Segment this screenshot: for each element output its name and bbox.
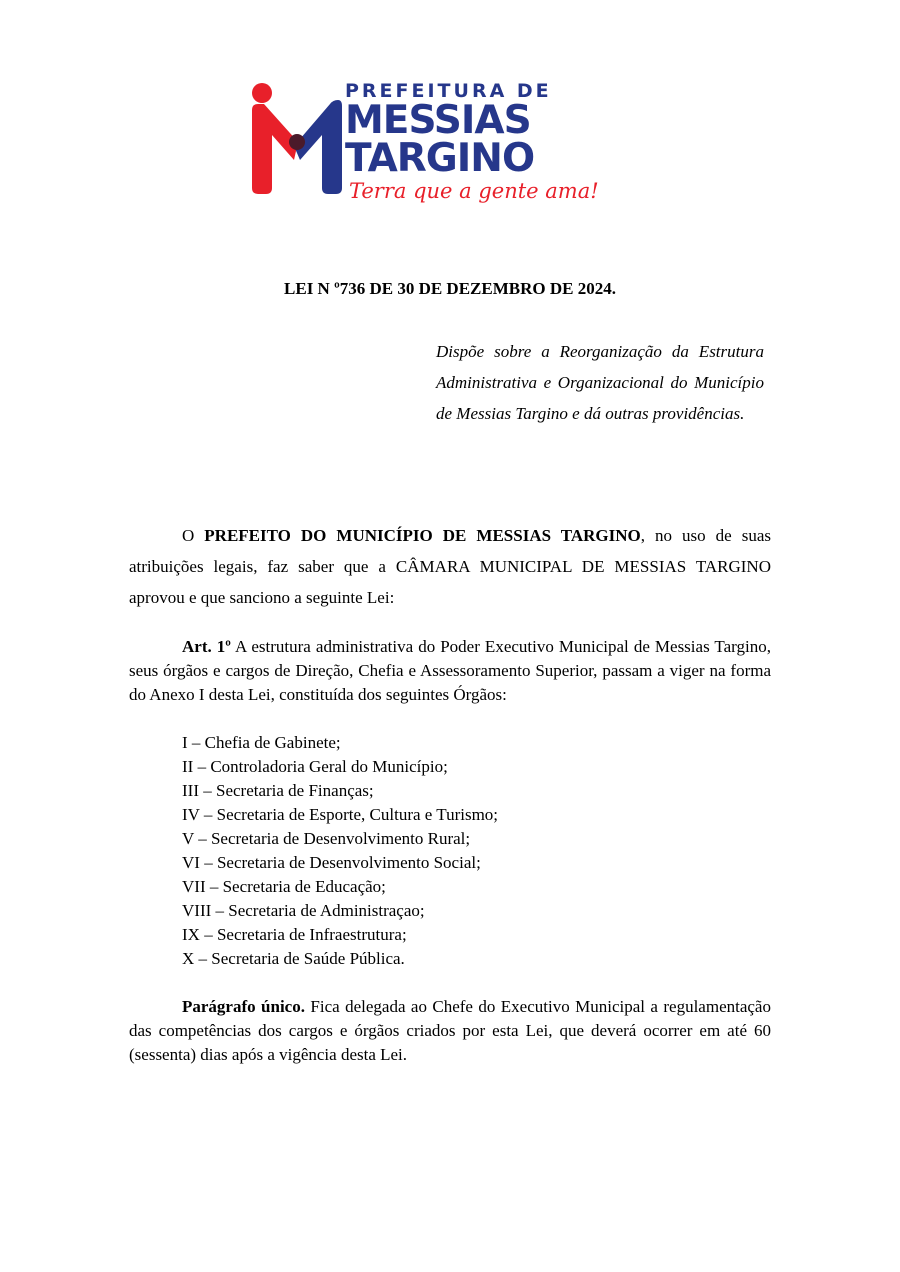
list-item: X – Secretaria de Saúde Pública. bbox=[182, 949, 405, 968]
logo-slogan: Terra que a gente ama! bbox=[349, 179, 599, 203]
sole-paragraph bbox=[129, 995, 771, 1067]
list-item: I – Chefia de Gabinete; bbox=[182, 733, 341, 752]
list-item: VII – Secretaria de Educação; bbox=[182, 877, 386, 896]
logo-targino-text: TARGINO bbox=[345, 136, 535, 181]
list-item: II – Controladoria Geral do Município; bbox=[182, 757, 448, 776]
municipality-logo bbox=[250, 80, 599, 203]
logo-prefeitura-text: PREFEITURA DE bbox=[345, 80, 552, 102]
article-1-label: Art. 1º bbox=[182, 637, 231, 656]
list-item: VIII – Secretaria de Administraçao; bbox=[182, 901, 425, 920]
law-summary: Dispõe sobre a Reorganização da Estrutura Administrativa e Organizacional do Município de Messias Targino e dá outras providências. bbox=[436, 342, 764, 423]
preamble-bold: PREFEITO DO MUNICÍPIO DE MESSIAS TARGINO bbox=[204, 526, 641, 545]
organs-list bbox=[182, 731, 498, 971]
article-1-text: A estrutura administrativa do Poder Executivo Municipal de Messias Targino, seus órgãos e cargos de Direção, Chefia e Assessoramento Superior, passam a viger na forma do Anexo I desta Lei, constituída dos seguintes Órgãos: bbox=[129, 637, 771, 704]
list-item: V – Secretaria de Desenvolvimento Rural; bbox=[182, 829, 471, 848]
preamble-prefix: O bbox=[182, 526, 205, 545]
sole-paragraph-text: Fica delegada ao Chefe do Executivo Municipal a regulamentação das competências dos cargos e órgãos criados por esta Lei, que deverá ocorrer em até 60 (sessenta) dias após a vigência desta Lei. bbox=[129, 997, 771, 1064]
list-item: IV – Secretaria de Esporte, Cultura e Turismo; bbox=[182, 805, 499, 824]
list-item: IX – Secretaria de Infraestrutura; bbox=[182, 925, 407, 944]
logo-m-mark-icon bbox=[250, 80, 345, 200]
article-1-paragraph bbox=[129, 635, 771, 707]
list-item: III – Secretaria de Finanças; bbox=[182, 781, 374, 800]
preamble-paragraph bbox=[129, 520, 771, 613]
law-title: LEI N º736 DE 30 DE DEZEMBRO DE 2024. bbox=[284, 279, 616, 298]
logo-messias-text: MESSIAS bbox=[345, 98, 531, 143]
sole-paragraph-label: Parágrafo único. bbox=[182, 997, 305, 1016]
preamble-text: , no uso de suas atribuições legais, faz saber que a CÂMARA MUNICIPAL DE MESSIAS TARGINO aprovou e que sanciono a seguinte Lei: bbox=[129, 526, 771, 607]
list-item: VI – Secretaria de Desenvolvimento Social; bbox=[182, 853, 481, 872]
